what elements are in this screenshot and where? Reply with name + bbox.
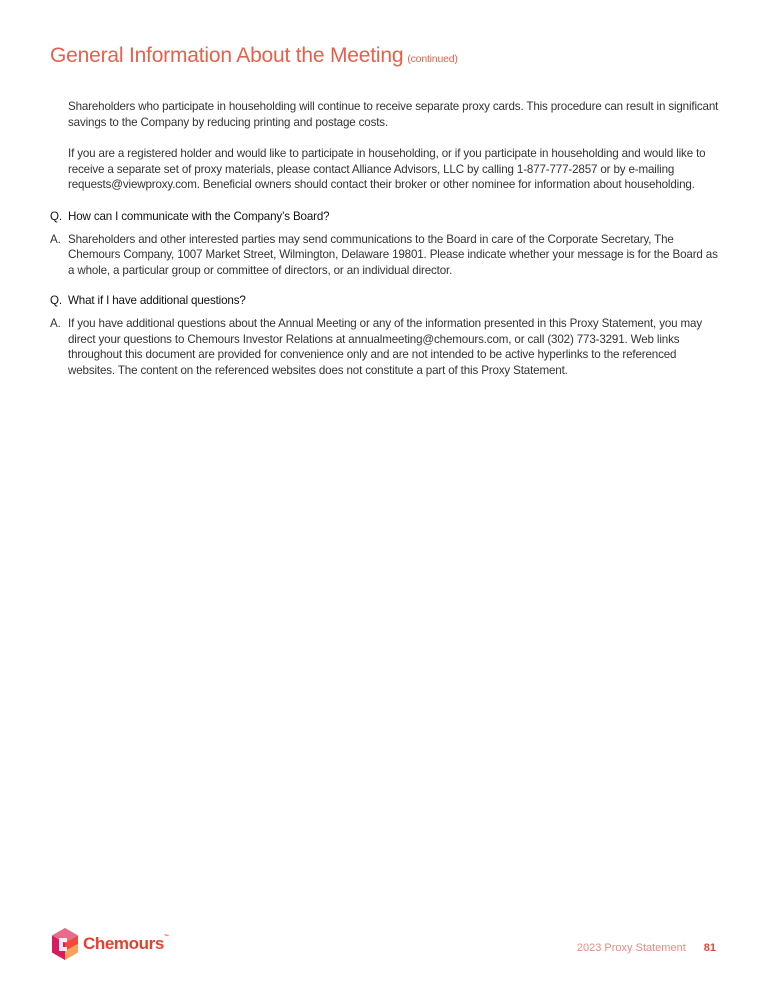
answer-text: If you have additional questions about the Annual Meeting or any of the information presented in this Proxy Statement, you may direct your questions to Chemours Investor Relations at annualmeeting@chemours.com, or call (302) 773-3291. Web links throughout this document are provided for convenience only and are not intended to be active hyperlinks to the referenced websites. The content on the referenced websites does not constitute a part of this Proxy Statement.	[68, 316, 702, 377]
a-label: A.	[50, 232, 61, 246]
page-title	[50, 44, 458, 68]
q-label: Q.	[50, 209, 62, 223]
chemours-hexagon-icon	[50, 927, 80, 961]
a-label: A.	[50, 316, 61, 330]
answer	[50, 316, 722, 378]
footer	[577, 942, 716, 954]
paragraph: If you are a registered holder and would like to participate in householding, or if you participate in householding and would like to receive a separate set of proxy materials, please contact Alliance Advisors, LLC by calling 1-877-777-2857 or by e-mailing requests@viewproxy.com. Beneficial owners should contact their broker or other nominee for information about householding.	[68, 147, 706, 192]
answer-text: Shareholders and other interested parties may send communications to the Board in care of the Corporate Secretary, The Chemours Company, 1007 Market Street, Wilmington, Delaware 19801. Please indicate whether your message is for the Board as a whole, a particular group or committee of directors, or an individual director.	[68, 232, 718, 277]
chemours-logo	[50, 927, 168, 961]
page-number: 81	[703, 942, 716, 954]
content	[50, 99, 722, 393]
paragraph: Shareholders who participate in householding will continue to receive separate proxy cards. This procedure can result in significant savings to the Company by reducing printing and postage costs.	[68, 100, 719, 129]
title-text: General Information About the Meeting	[50, 44, 404, 67]
question-text: How can I communicate with the Company’s Board?	[68, 209, 330, 223]
question-text: What if I have additional questions?	[68, 294, 246, 308]
question	[50, 209, 722, 225]
trademark: ™	[163, 934, 169, 940]
continued-label: (continued)	[407, 53, 458, 65]
q-label: Q.	[50, 294, 62, 308]
question	[50, 293, 722, 309]
document-name: 2023 Proxy Statement	[576, 942, 686, 954]
brand-name	[83, 934, 168, 954]
answer	[50, 232, 722, 279]
brand-text: Chemours	[83, 934, 164, 953]
